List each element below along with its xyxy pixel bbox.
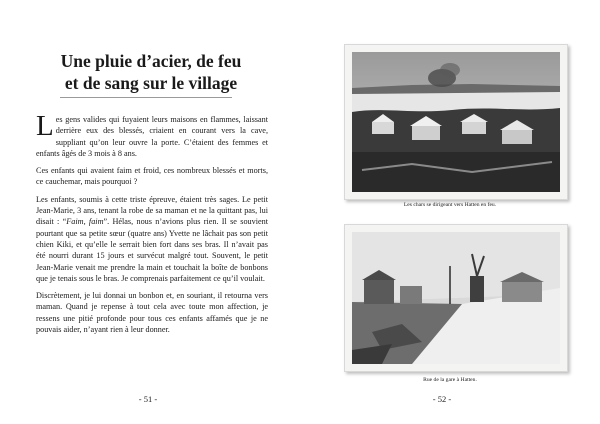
photo-tanks-image: [352, 52, 560, 192]
right-page: [300, 0, 600, 424]
chapter-title: [36, 50, 266, 94]
photo-rue-de-la-gare: [344, 224, 568, 372]
drop-cap: L: [36, 110, 54, 142]
caption-photo-1: Les chars se dirigeant vers Hatten en feu.: [403, 202, 497, 208]
title-line-1: Une pluie d’acier, de feu: [60, 51, 242, 71]
photo-tanks-hatten: [344, 44, 568, 200]
paragraph-3: Les enfants, soumis à cette triste épreuve, étaient très sages. Le petit Jean-Marie, 3 ans, tenant la robe de sa maman et ne la quittant pas, lui disait : “Faim, faim”. Hélas, nous n’avions plus rien. Il se souvient pourtant que sa petite sœur (quatre ans) Yvette ne lâchait pas son petit chien Kiki, et qu’elle le serrait bien fort dans ses bras. Il n’avait pas été nourri durant 15 jours et survécut malgré tout. Souvent, le petit Jean-Marie venait me prendre la main et touchait la boîte de bonbons que je tenais sous le bras. Je comprenais parfaitement ce qu’il voulait.: [36, 194, 268, 283]
quote-italic: Faim, faim: [66, 217, 104, 227]
page-number-right: - 52 -: [432, 394, 452, 404]
paragraph-2: Ces enfants qui avaient faim et froid, ces nombreux blessés et morts, ce cauchemar, mais pourquoi ?: [36, 166, 268, 187]
body-text: [36, 110, 268, 341]
page-number-left: - 51 -: [138, 394, 158, 404]
photo-street-image: [352, 232, 560, 364]
paragraph-4: Discrètement, je lui donnai un bonbon et, en souriant, il retourna vers maman. Quand je repense à tout cela avec toute mon affection, je ressens une pitié profonde pour tous ces enfants affamés que je ne pouvais aider, n’ayant rien à leur donner.: [36, 291, 268, 335]
paragraph-1: Les gens valides qui fuyaient leurs maisons en flammes, laissant derrière eux des blessés, criaient en courant vers la cave, suppliant qu’on leur ouvre la porte. C’étaient des femmes et enfants âgés de 3 mois à 8 ans.: [36, 110, 268, 158]
caption-photo-2: Rue de la gare à Hatten.: [423, 377, 477, 383]
title-line-2: et de sang sur le village: [64, 73, 238, 93]
title-divider: [60, 97, 232, 98]
